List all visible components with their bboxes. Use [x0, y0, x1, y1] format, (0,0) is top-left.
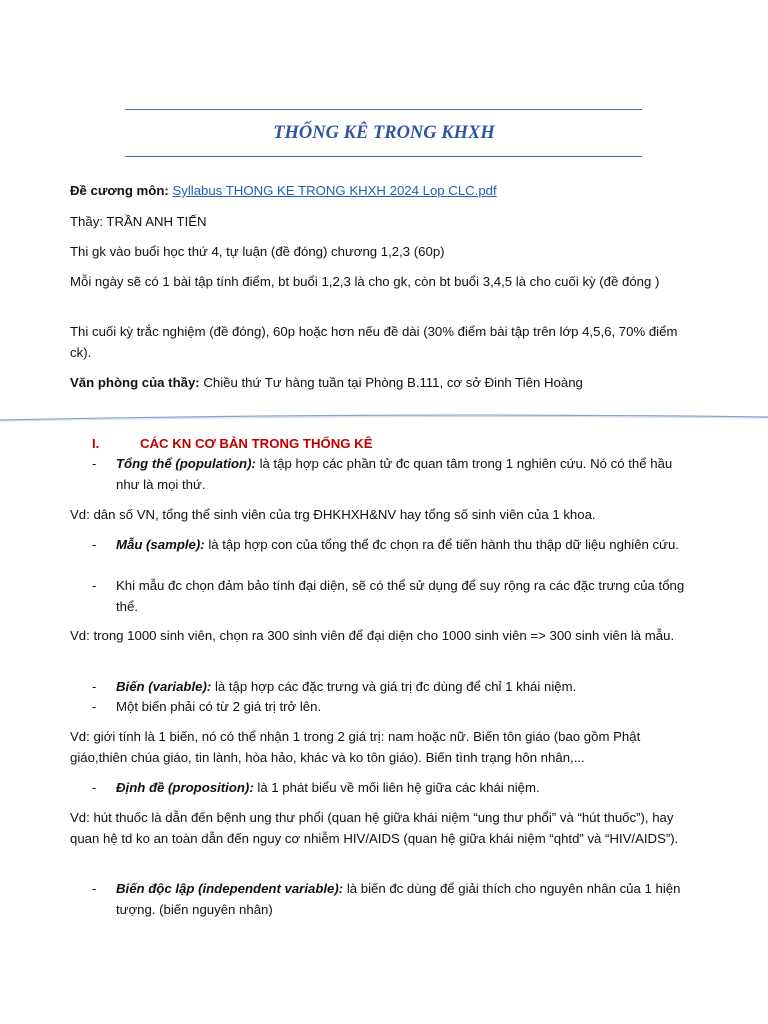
- list-item-independent-variable: [92, 879, 692, 920]
- bullet-dash: -: [92, 537, 97, 552]
- independent-variable-def: là biến đc dùng để giải thích cho nguyên nhân của 1 hiện tượng. (biến nguyên nhân): [116, 881, 681, 917]
- bullet-dash: -: [92, 578, 97, 593]
- term-population: Tổng thể (population):: [116, 456, 256, 471]
- sample-example: Vd: trong 1000 sinh viên, chọn ra 300 sinh viên để đại diện cho 1000 sinh viên => 300 sinh viên là mẫu.: [70, 628, 675, 643]
- term-sample: Mẫu (sample):: [116, 537, 205, 552]
- bullet-dash: -: [92, 699, 97, 714]
- list-item-variable-values: [92, 697, 692, 718]
- page-divider: [0, 408, 768, 426]
- list-item-proposition: [92, 778, 692, 799]
- proposition-def: là 1 phát biểu về mối liên hệ giữa các khái niệm.: [253, 780, 540, 795]
- syllabus-link[interactable]: Syllabus THONG KE TRONG KHXH 2024 Lop CLC.pdf: [172, 183, 497, 198]
- term-variable: Biến (variable):: [116, 679, 212, 694]
- term-proposition: Định đề (proposition):: [116, 780, 254, 795]
- title-bottom-rule: [125, 156, 642, 157]
- section-title: CÁC KN CƠ BẢN TRONG THỐNG KÊ: [140, 436, 373, 451]
- variable-values-text: Một biến phải có từ 2 giá trị trở lên.: [116, 699, 322, 714]
- list-item-population: [92, 454, 692, 495]
- list-item-variable: [92, 677, 692, 698]
- sample-representative-text: Khi mẫu đc chọn đảm bảo tính đại diện, sẽ có thể sử dụng để suy rộng ra các đặc trưng của tổng thể.: [116, 578, 685, 614]
- bullet-dash: -: [92, 679, 97, 694]
- office-text: Chiều thứ Tư hàng tuần tại Phòng B.111, cơ sở Đinh Tiên Hoàng: [199, 375, 583, 390]
- syllabus-label: Đề cương môn:: [70, 183, 169, 198]
- daily-exercise-line: Mỗi ngày sẽ có 1 bài tập tính điểm, bt buổi 1,2,3 là cho gk, còn bt buổi 3,4,5 là cho cuối kỳ (đề đóng ): [70, 274, 660, 289]
- bullet-dash: -: [92, 881, 97, 896]
- title-top-rule: [125, 109, 642, 110]
- section-heading: [92, 434, 373, 454]
- section-number: I.: [92, 436, 100, 451]
- syllabus-line: [70, 181, 700, 202]
- midterm-line: Thi gk vào buổi học thứ 4, tự luận (đề đóng) chương 1,2,3 (60p): [70, 244, 445, 259]
- bullet-dash: -: [92, 780, 97, 795]
- variable-example: Vd: giới tính là 1 biến, nó có thể nhận 1 trong 2 giá trị: nam hoặc nữ. Biến tôn giáo (bao gồm Phật giáo,thiên chúa giáo, tin lành, hòa hảo, khác và ko tôn giáo). Biến tình trạng hôn nhân,...: [70, 729, 641, 765]
- population-example: Vd: dân số VN, tổng thể sinh viên của trg ĐHKHXH&NV hay tổng số sinh viên của 1 khoa.: [70, 507, 596, 522]
- list-item-sample-representative: [92, 576, 692, 617]
- teacher-line: Thầy: TRẦN ANH TIẾN: [70, 214, 207, 229]
- page-title: THỐNG KÊ TRONG KHXH: [273, 123, 495, 143]
- population-def: là tập hợp các phần tử đc quan tâm trong 1 nghiên cứu. Nó có thể hầu như là mọi thứ.: [116, 456, 673, 492]
- variable-def: là tập hợp các đặc trưng và giá trị đc dùng để chỉ 1 khái niệm.: [211, 679, 577, 694]
- proposition-example: Vd: hút thuốc là dẫn đến bệnh ung thư phổi (quan hệ giữa khái niệm “ung thư phổi” và “hút thuốc”), hay quan hệ td ko an toàn dẫn đến nguy cơ nhiễm HIV/AIDS (quan hệ giữa khái niệm “qhtd” và “HIV/AIDS”).: [70, 810, 679, 846]
- term-independent-variable: Biến độc lập (independent variable):: [116, 881, 344, 896]
- office-label: Văn phòng của thầy:: [70, 375, 200, 390]
- list-item-sample: [92, 535, 692, 556]
- final-exam-line: Thi cuối kỳ trắc nghiệm (đề đóng), 60p hoặc hơn nếu đề dài (30% điểm bài tập trên lớp 4,5,6, 70% điểm ck).: [70, 324, 678, 360]
- office-line: [70, 373, 700, 394]
- sample-def: là tập hợp con của tổng thể đc chọn ra để tiến hành thu thập dữ liệu nghiên cứu.: [204, 537, 679, 552]
- bullet-dash: -: [92, 456, 97, 471]
